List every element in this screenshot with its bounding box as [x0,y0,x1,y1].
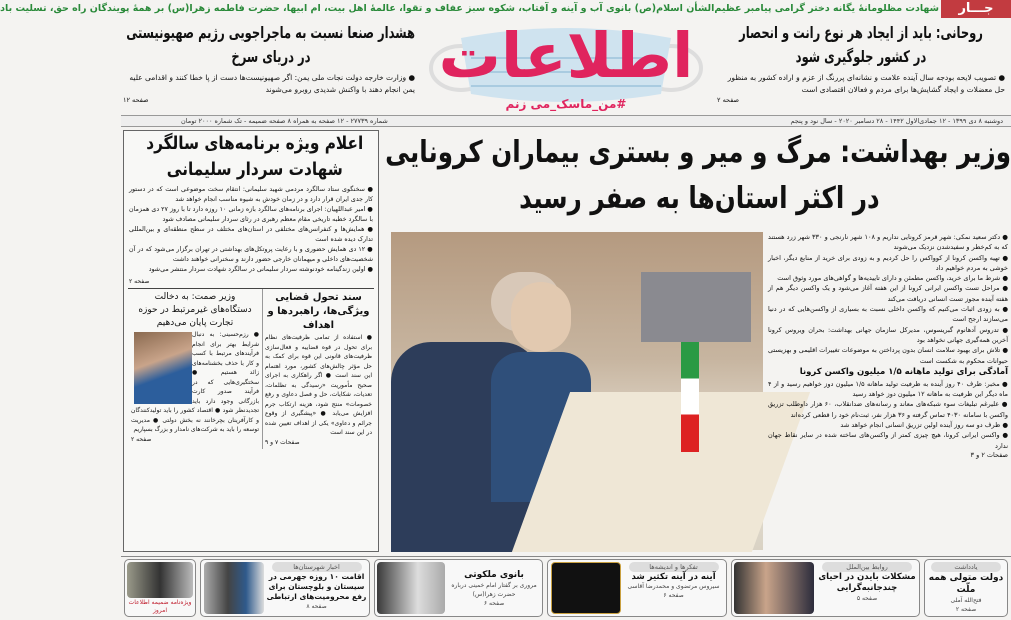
teaser-title: بانوی ملکوتی [464,569,524,580]
watermark-logo: جـــار [941,0,1011,18]
page-ref: صفحه ۶ [483,599,505,607]
headline: هشدار صنعا نسبت به ماجراجویی رژیم صهیونیستی [126,23,415,42]
section-tag: یادداشت [931,562,1001,572]
supplement-photo [127,562,193,598]
author: سیروس مرتضوی و محمدرضا آقاسی [627,583,720,590]
mourning-banner-image [551,562,621,614]
teaser-khomeini[interactable] [374,559,544,617]
header-right-story[interactable] [717,21,1005,105]
page-ref: صفحه ۲ [717,96,740,104]
story-paragraph: ● به زودی اثبات می‌کنیم که واکسن داخلی نسبت به بسیاری از واکسن‌هایی که در دنیا می‌سازند ارجح است [768,305,1008,324]
box-title: اعلام ویژه برنامه‌های سالگرد [146,133,364,154]
minister-photo [134,332,192,404]
section-tag: تفکرها و اندیشه‌ها [629,562,719,572]
main-headline[interactable] [386,130,1011,228]
story-text: ● رزم‌حسینی: به دنبال شرایط بهتر برای انجام فرآیندهای مرتبط با کسب و کار با حذف بخشنامه‌های زائد هستیم ● سختگیری‌هایی که در فرآیند صدور کارت بازرگانی وجود دارد باید تجدیدنظر شود ● اقتصاد کشور را باید تولیدکنندگان و کارآفرینان بچرخانند نه بخش دولتی ● مدیریت توسعه را باید به شرکت‌های نامدار و بزرگ بسپاریم [131,331,259,433]
teaser-title: مشکلات بایدن در احیای چندجانبه‌گرایی [818,572,916,593]
page-ref: صفحات ۲ و ۳ [970,450,1008,459]
teaser-supplement[interactable] [124,559,196,617]
headline: در کشور جلوگیری شود [795,47,927,66]
minister-story[interactable] [128,289,262,449]
page-ref: صفحه ۲ [955,606,977,613]
khomeini-photo [377,562,445,614]
story-text: ● تصویب لایحه بودجه سال آینده علامت و نشانه‌ای پررنگ از عزم و اراده کشور به منظور حل معضلات و ایجاد گشایش‌ها برای مردم و فعالان اقتصادی است [727,73,1005,94]
story-paragraph: ● تهیه واکسن کرونا از کوواکس را حل کردیم و به زودی برای خرید از منابع دیگر، اخبار خوشی به مردم خواهیم داد [768,253,1008,272]
story-paragraph: ● ۱۲ دی همایش حضوری و با رعایت پروتکل‌های بهداشتی در تهران برگزار می‌شود که در آن شخصیت‌های داخلی و میهمانان خارجی حضور دارند و سخنرانی خواهند داشت [129,246,374,263]
headline: وزیر صمت: به دخالت [154,292,236,302]
page-ref: صفحه ۸ [306,603,327,610]
teaser-editorial[interactable] [924,559,1008,617]
headline: سند تحول قضایی ویژگی‌ها، راهبردها و اهداف [267,292,370,331]
left-box[interactable] [123,130,379,552]
biden-photo [734,562,814,614]
subheadline: آمادگی برای تولید ماهانه ۱/۵ میلیون واکسن کرونا [799,366,1008,377]
supplement-caption: ویژه‌نامه ضمیمه اطلاعات امروز [128,599,192,614]
story-paragraph: ● تدروس آدهانوم گبریسوس، مدیرکل سازمان جهانی بهداشت: بحران ویروس کرونا آخرین همه‌گیری جهانی نخواهد بود [768,325,1008,344]
header-left-story[interactable] [123,21,415,105]
story-paragraph: ● همایش‌ها و کنفرانس‌های مختلفی در استان‌های مختلف در سطح منطقه‌ای و بین‌المللی تدارک دیده شده است [129,226,373,243]
story-paragraph: ● واکسن ایرانی کرونا، هیچ چیزی کمتر از واکسن‌های ساخته شده در سایر نقاط جهان ندارد [768,431,1008,450]
story-paragraph: ● امیر عبداللهیان: اجرای برنامه‌های سالگرد بازه زمانی ۱۰ روزه دارد تا با روز ۲۷ دی همزمان با سالگرد خطبه تاریخی مقام معظم رهبری در رثای سردار سلیمانی مصادف شود [129,206,373,223]
story-paragraph: ● ظرف دو سه روز آینده اولین تزریق انسانی انجام خواهد شد [840,421,1008,430]
author: فتح‌الله آملی [950,597,982,604]
date-bar [121,115,1011,127]
logo-text: اطلاعات [438,19,694,92]
masthead-logo [421,18,711,114]
teaser-title: دولت متولی همه ملّت [928,573,1004,595]
box-title: شهادت سردار سلیمانی [166,159,343,180]
story-paragraph: ● تلاش برای بهبود سلامت انسان بدون پرداختن به موضوعات تغییرات اقلیمی و بهزیستی حیوانات محکوم به شکست است [768,346,1008,365]
page-ref: صفحه ۲ [129,278,150,285]
main-headline-line2: در اکثر استان‌ها به صفر رسید [519,181,880,216]
issue-date: دوشنبه ۸ دی ۱۳۹۹ - ۱۲ جمادی‌الاول ۱۴۴۲ - ۲۸ دسامبر ۲۰۲۰ - سال نود و پنجم [790,117,1003,125]
teaser-subtitle: مروری بر گفتار امام خمینی درباره حضرت زهرا(س) [451,581,537,598]
issue-number: شماره ۲۷۷۳۹ - ۱۲ صفحه به همراه ۸ صفحه ضمیمه - تک شماره ۲۰۰۰ تومان [181,117,388,125]
top-banner: شهادت مظلومانهٔ یگانه دختر گرامی پیامبر عظیم‌الشأن اسلام(ص) بانوی آب و آینه و آفتاب، شکوه سبز عفاف و تقوا، عالمهٔ اهل بیت، ام ابیها، حضرت فاطمه زهرا(س) بر همهٔ پویندگان راه حق، تسلیت باد [0,3,939,14]
headline: تجارت پایان می‌دهیم [156,318,234,328]
page-ref: صفحات ۷ و ۹ [265,438,300,446]
teaser-title: آینه در آینه تکثیر شد [631,572,716,582]
story-paragraph: ● مخبر: ظرف ۴۰ روز آینده به ظرفیت تولید ماهانه ۱/۵ میلیون دوز خواهیم رسید و از ۴ ماه دیگر این ظرفیت به ماهانه ۱۲ میلیون دوز خواهد رسید [768,379,1009,399]
page-ref: صفحه ۶ [663,591,684,599]
main-headline-line1: وزیر بهداشت: مرگ و میر و بستری بیماران کرونایی [385,135,1011,170]
teaser-thought[interactable] [547,559,727,617]
teaser-title: اقامت ۱۰ روزه جهرمی در سیستان و بلوچستان برای رفع محرومیت‌های ارتباطی [266,572,367,601]
provinces-photo [204,562,264,614]
judiciary-story[interactable] [262,289,374,449]
page-ref: صفحه ۲ [131,435,152,443]
right-column-story[interactable] [768,232,1008,552]
section-tag: اخبار شهرستان‌ها [272,562,362,572]
story-paragraph: ● شرط ما برای خرید، واکسن مطمئن و دارای تاییدیه‌ها و گواهی‌های مورد وثوق است [777,274,1008,283]
page-ref: صفحه ۱۲ [123,96,149,104]
section-tag: روابط بین‌الملل [822,562,912,572]
hashtag: #من_ماسک_می زنم [505,97,627,111]
story-paragraph: ● دکتر سعید نمکی: شهر قرمز کرونایی نداریم و ۱۰۸ شهر نارنجی و ۳۳۰ شهر زرد هستند که به کم‌خطر و سفیدشدن نزدیک می‌شوند [768,233,1008,252]
story-text: ● استفاده از تمامی ظرفیت‌های نظام برای تحول در قوه قضاییه و فعال‌سازی ظرفیت‌های قانونی این قوه برای کمک به حل مؤثر چالش‌های کشور، مورد اهتمام این سند است ● اگر راهکاری به اجرای صحیح مأموریت «رسیدگی به تظلمات، تعدیات، شکایات، حل و فصل دعاوی و رفع خصومات» منتج شود، هزینه ارتکاب جرم افزایش می‌یابد ● «پیشگیری از وقوع جرائم و دعاوی» یکی از اهداف تعیین شده در این سند است [265,334,372,436]
teaser-provinces[interactable] [200,559,370,617]
story-text: ● وزارت خارجه دولت نجات ملی یمن: اگر صهیونیست‌ها دست از پا خطا کنند و اقدامی علیه یمن انجام دهند با واکنش شدیدی روبرو می‌شوند [129,73,415,94]
headline: روحانی: باید از ایجاد هر نوع رانت و انحصار [739,23,983,42]
teaser-intl[interactable] [731,559,920,617]
bottom-teasers [121,556,1011,620]
story-paragraph: ● اولین زندگینامه خودنوشته سردار سلیمانی در سالگرد شهادت سردار منتشر می‌شود [148,266,373,273]
headline: در دریای سرخ [231,47,311,66]
page-ref: صفحه ۵ [856,595,878,602]
headline: دستگاه‌های غیرمرتبط در حوزه [138,305,252,315]
story-paragraph: ● علیرغم تبلیغات سوء شبکه‌های معاند و رسانه‌های ضدانقلاب، ۶۰ هزار داوطلب تزریق واکسن با سامانه ۴۰۳۰ تماس گرفته و ۳۶ هزار نفر، ثبت‌نام خود را قطعی کرده‌اند [768,400,1008,419]
story-paragraph: ● سخنگوی ستاد سالگرد مردمی شهید سلیمانی: انتقام سخت موضوعی است که در دستور کار جدی ایران قرار دارد و در زمان خودش به شیوه مناسب انجام خواهد شد [129,186,373,203]
main-photo [391,232,763,550]
story-paragraph: ● مراحل تست واکسن ایرانی کرونا از این هفته آغاز می‌شود و یک واکسن دیگر هم از هفته آینده مجوز تست انسانی دریافت می‌کند [768,284,1008,303]
